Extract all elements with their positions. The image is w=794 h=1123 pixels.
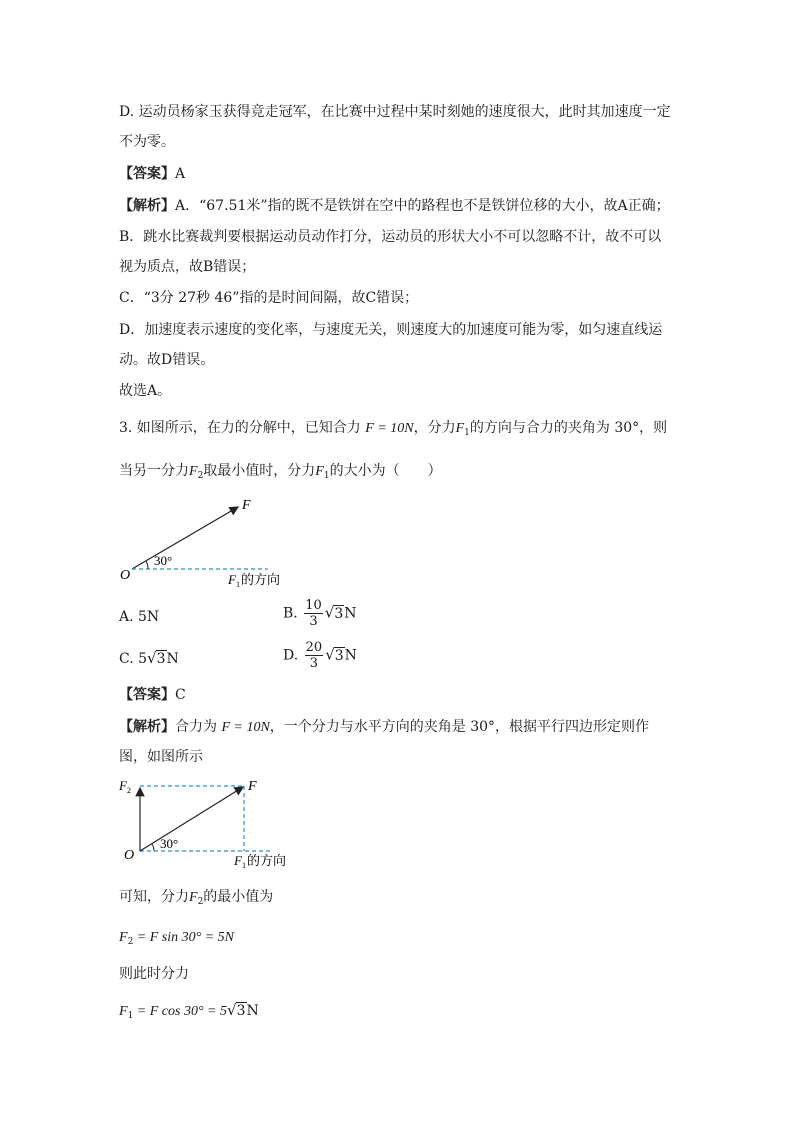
f2-sub-3: 2 [197,897,204,907]
q2-conclusion: 故选A。 [119,383,172,399]
label-o: O [120,568,131,583]
option-a-label: A. [119,609,134,625]
q3-stem1-b: ，分力 [413,420,456,436]
q3-answer-value: C [175,687,186,703]
answer-value: A [175,166,186,182]
option-a-value: 5N [138,609,160,625]
option-d[interactable]: D. $\frac{20}{3}$ √3N [283,640,357,671]
analysis-a-text: A．“67.51米”指的既不是铁饼在空中的路程也不是铁饼位移的大小，故A正确； [175,198,670,214]
given-force-eq: F = 10N [365,421,414,436]
label-f2: F [119,778,127,793]
angle-label-2: 30° [160,836,179,851]
eq2-rhs: = F sin 30° = 5N [133,930,235,945]
option-c-unit: N [166,651,179,667]
f2-sub: 2 [197,471,204,481]
analysis-label: 【解析】 [119,197,175,213]
resultant-force-arrow-2 [140,787,243,851]
angle-label: 30° [154,553,173,568]
force-figure-2 [110,772,310,872]
eq3-unit: N [246,1003,259,1019]
q3-analysis-line2: 图，如图所示 [119,749,203,765]
f1-sub-2: 1 [323,471,330,481]
q2-analysis-d1: D．加速度表示速度的变化率，与速度无关，则速度大的加速度可能为零，如匀速直线运 [119,322,663,338]
q2-analysis-b2: 视为质点，故B错误； [119,259,256,275]
option-c[interactable]: C. 5√3N [119,649,179,667]
f1-dir-sub-2: 1 [242,861,246,870]
q2-answer [119,163,185,184]
eq3-lhs: F [119,1004,128,1019]
option-c-radicand: 3 [156,651,166,667]
option-c-coef: 5 [138,651,148,667]
q3-analysis-eq: F = 10N [221,720,270,735]
option-b-num: 10 [305,598,322,613]
option-d-label: D. [283,647,299,664]
equation-f2 [119,927,234,952]
f2-symbol-3: F [189,890,198,905]
q3-stem2-a: 当另一分力 [119,463,189,479]
equation-f1: $F_1 = F$ cos 30° = 5√3N [119,1001,259,1021]
q3-analysis-line1 [119,716,649,738]
option-d-fraction [305,640,324,671]
option-b-radicand: 3 [334,605,344,622]
f1-sub: 1 [464,428,470,438]
option-a[interactable] [119,607,159,627]
f1-dir-f-2: F [234,853,242,868]
q3-stem2-c: 的大小为（ ） [329,463,442,479]
q3-analysis1-b: ，一个分力与水平方向的夹角是 30°，根据平行四边形定则作 [269,719,650,735]
q3-stem-line1 [119,418,667,443]
option-d-text-line2: 不为零。 [119,134,175,150]
q2-analysis-d2: 动。故D错误。 [119,352,215,368]
label-f: F [242,498,251,513]
f1-dir-f: F [228,572,236,587]
q3-know-b: 的最小值为 [203,889,274,905]
q3-analysis-label: 【解析】 [119,718,175,734]
f1-symbol-2: F [315,464,324,479]
label-f-2: F [248,779,257,794]
option-d-num: 20 [305,640,323,655]
option-d-text-line1: D. 运动员杨家玉获得竞走冠军，在比赛中过程中某时刻她的速度很大，此时其加速度一定 [119,104,671,120]
angle-arc [146,561,148,569]
option-b-unit: N [344,605,357,622]
q3-answer-label: 【答案】 [119,686,175,702]
q2-analysis-a [119,195,670,216]
force-figure-1 [110,492,310,592]
eq2-lhs: F [119,930,128,945]
label-o-2: O [124,848,135,863]
q3-stem1-c: 的方向与合力的夹角为 30°，则 [469,420,668,436]
q2-analysis-b1: B．跳水比赛裁判要根据运动员动作打分，运动员的形状大小不可以忽略不计，故不可以 [119,229,662,245]
eq2-sub: 2 [127,937,134,947]
answer-label: 【答案】 [119,165,175,181]
q3-stem2-b: 取最小值时，分力 [203,463,316,479]
option-b-label: B. [283,605,298,622]
q3-know-a: 可知，分力 [119,889,189,905]
option-c-label: C. [119,651,134,667]
f1-dir-text: 的方向 [241,572,281,587]
q2-analysis-c: C．“3分 27秒 46”指的是时间间隔，故C错误； [119,290,419,306]
angle-arc-2 [152,844,154,851]
eq3-mid: = F cos 30° = 5 [133,1004,228,1019]
option-d-den: 3 [309,656,319,671]
q3-analysis1-a: 合力为 [175,719,217,735]
option-b-fraction [304,598,323,629]
resultant-force-arrow [132,507,238,569]
option-d-radicand: 3 [334,647,344,664]
q3-answer [119,684,186,705]
option-b[interactable]: B. $\frac{10}{3}$ √3N [283,598,357,629]
eq3-sub: 1 [127,1011,134,1021]
f1-dir-sub: 1 [236,580,240,589]
q3-then-line: 则此时分力 [119,966,189,982]
eq3-radicand: 3 [236,1003,246,1019]
q3-stem-line2 [119,461,442,486]
option-d-unit: N [344,647,357,664]
q3-stem1-a: 3. 如图所示，在力的分解中，已知合力 [119,420,361,436]
option-b-den: 3 [309,614,318,629]
q3-know-line [119,887,273,912]
f2-symbol: F [189,464,198,479]
f1-dir-text-2: 的方向 [247,853,287,868]
label-f2-sub: 2 [127,786,131,795]
f1-symbol: F [455,421,465,436]
